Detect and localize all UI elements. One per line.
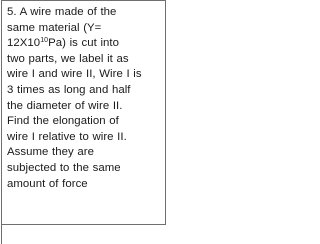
question-line-8: Find the elongation of <box>7 115 119 128</box>
question-line-3 <box>7 36 162 52</box>
question-line-7: the diameter of wire II. <box>7 99 123 112</box>
modulus-exponent: 10 <box>40 37 49 45</box>
question-line-6: 3 times as long and half <box>7 83 131 96</box>
question-line-10: Assume they are <box>7 146 95 159</box>
question-line-5: wire I and wire II, Wire I is <box>7 68 142 81</box>
question-line-4: two parts, we label it as <box>7 52 129 65</box>
modulus-tail: Pa) is cut into <box>48 37 120 50</box>
modulus-base: 12X10 <box>7 37 41 50</box>
frame-edge-line <box>1 225 2 244</box>
question-text <box>7 5 162 192</box>
question-line-9: wire I relative to wire II. <box>7 130 127 143</box>
question-line-12: amount of force <box>7 177 88 190</box>
question-line-1: 5. A wire made of the <box>7 6 117 18</box>
question-line-11: subjected to the same <box>7 161 121 174</box>
question-line-2: same material (Y= <box>7 21 102 34</box>
question-card <box>1 0 166 225</box>
